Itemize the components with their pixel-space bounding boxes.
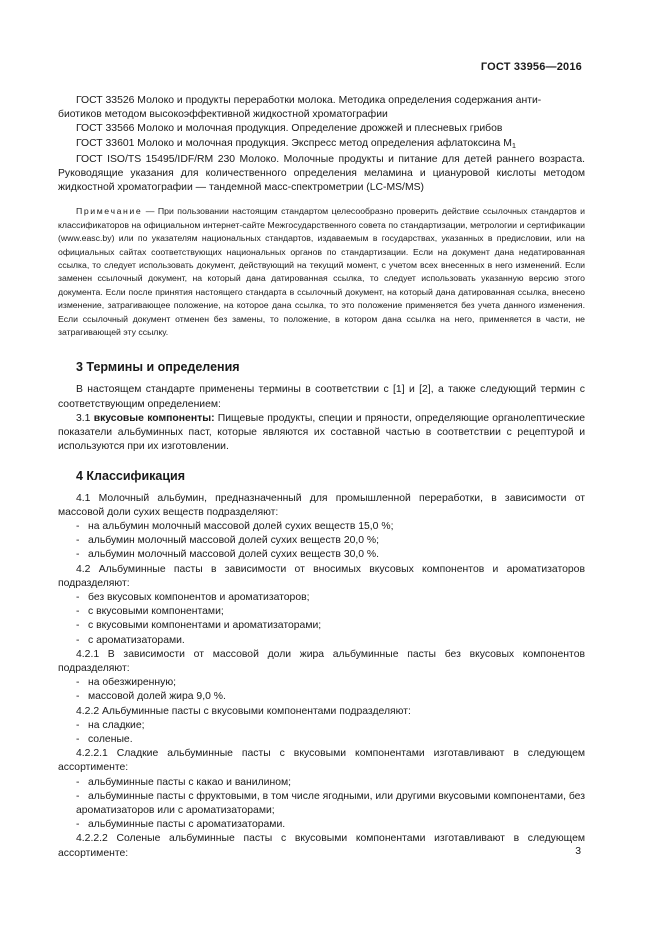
clause-4-2: 4.2 Альбуминные пасты в зависимости от вносимых вкусовых компонентов и ароматизаторов подразделяют:: [58, 563, 585, 589]
page-number: 3: [575, 846, 581, 857]
clause-4-2-list: [58, 591, 585, 648]
document-code-header: ГОСТ 33956—2016: [480, 61, 582, 73]
list-item: - на обезжиренную;: [76, 677, 176, 689]
section-3-title: 3 Термины и определения: [76, 360, 240, 375]
clause-4-1: 4.1 Молочный альбумин, предназначенный для промышленной переработки, в зависимости от массовой доли сухих веществ подразделяют:: [58, 492, 585, 518]
section-4-title: 4 Классификация: [76, 468, 186, 483]
note-label: Примечание: [76, 206, 143, 217]
list-item: - с ароматизаторами.: [76, 634, 185, 646]
ref-gost-33601: ГОСТ 33601 Молоко и молочная продукция. Экспресс метод определения афлатоксина $M_1$: [76, 137, 517, 150]
ref-gost-33526: ГОСТ 33526 Молоко и продукты переработки молока. Методика определения содержания анти- биотиков методом высокоэффективной жидкостной хроматографии: [58, 95, 542, 121]
list-item: - с вкусовыми компонентами;: [76, 606, 224, 618]
section-3-intro: В настоящем стандарте применены термины в соответствии с [1] и [2], а также следующий термин с соответствующим определением:: [58, 384, 585, 410]
list-item: - соленые.: [76, 733, 133, 745]
list-item: - альбумин молочный массовой долей сухих веществ 30,0 %.: [76, 549, 380, 561]
note-text: — При пользовании настоящим стандартом целесообразно проверить действие ссылочных стандартов и классификаторов на официальном интернет-сайте Межгосударственного совета по стандартизации, метрологии и сертификации (www.easc.by) или по указателям национальных стандартов, издаваемым в государствах, указанных в предисловии, или на официальных сайтах соответствующих национальных органов по стандартизации. Если на документ дана недатированная ссылка, то следует использовать документ, действующий на текущий момент, с учетом всех внесенных в него изменений. Если заменен ссылочный документ, на который дана датированная ссылка, то следует использовать указанную версию этого документа. Если после принятия настоящего стандарта в ссылочный документ, на который дана датированная ссылка, внесено изменение, затрагивающее положение, на которое дана ссылка, то это положение применяется без учета данного изменения. Если ссылочный документ отменен без замены, то положение, в котором дана ссылка на него, применяется в части, не затрагивающей эту ссылку.: [58, 206, 585, 338]
list-item: - с вкусовыми компонентами и ароматизаторами;: [76, 620, 322, 632]
subscript-index: 1: [511, 140, 517, 150]
references-note: [58, 205, 585, 339]
list-item: - на альбумин молочный массовой долей сухих веществ 15,0 %;: [76, 520, 394, 532]
list-item: - альбуминные пасты с фруктовыми, в том числе ягодными, или другими вкусовыми компонентами, без ароматизаторов или с ароматизаторами;: [76, 790, 585, 816]
clause-4-2-1-list: [58, 676, 585, 704]
clause-4-2-2-1: 4.2.2.1 Сладкие альбуминные пасты с вкусовыми компонентами изготавливают в следующем ассортименте:: [58, 748, 585, 774]
clause-4-2-1: 4.2.1 В зависимости от массовой доли жира альбуминные пасты без вкусовых компонентов подразделяют:: [58, 648, 585, 674]
clause-4-1-list: [58, 520, 585, 563]
list-item: - без вкусовых компонентов и ароматизаторов;: [76, 591, 310, 603]
clause-4-2-2-list: [58, 719, 585, 747]
page-content: [58, 94, 585, 861]
list-item: - альбуминные пасты с ароматизаторами.: [76, 819, 286, 831]
term-name: вкусовые компоненты:: [93, 412, 215, 424]
clause-4-2-2-2: 4.2.2.2 Соленые альбуминные пасты с вкусовыми компонентами изготавливают в следующем ассортименте:: [58, 833, 585, 859]
ref-iso-15495: ГОСТ ISO/TS 15495/IDF/RM 230 Молоко. Молочные продукты и питание для детей раннего возраста. Руководящие указания для количественного определения меламина и циануровой кислоты методом жидкостной хроматографии — тандемной масс-спектрометрии (LC-MS/MS): [58, 153, 585, 194]
list-item: - альбумин молочный массовой долей сухих веществ 20,0 %;: [76, 535, 380, 547]
list-item: - массовой долей жира 9,0 %.: [76, 691, 226, 703]
clause-4-2-2: 4.2.2 Альбуминные пасты с вкусовыми компонентами подразделяют:: [76, 705, 411, 717]
list-item: - на сладкие;: [76, 719, 145, 731]
ref-gost-33566: ГОСТ 33566 Молоко и молочная продукция. Определение дрожжей и плесневых грибов: [76, 123, 503, 135]
term-3-1: 3.1 вкусовые компоненты: Пищевые продукты, специи и пряности, определяющие органолептические показатели альбуминных паст, которые являются их составной частью в соответствии с рецептурой и используются при их изготовлении.: [58, 412, 585, 453]
list-item: - альбуминные пасты с какао и ванилином;: [76, 776, 292, 788]
normative-references-list: [58, 94, 585, 195]
clause-4-2-2-1-list: [58, 776, 585, 833]
